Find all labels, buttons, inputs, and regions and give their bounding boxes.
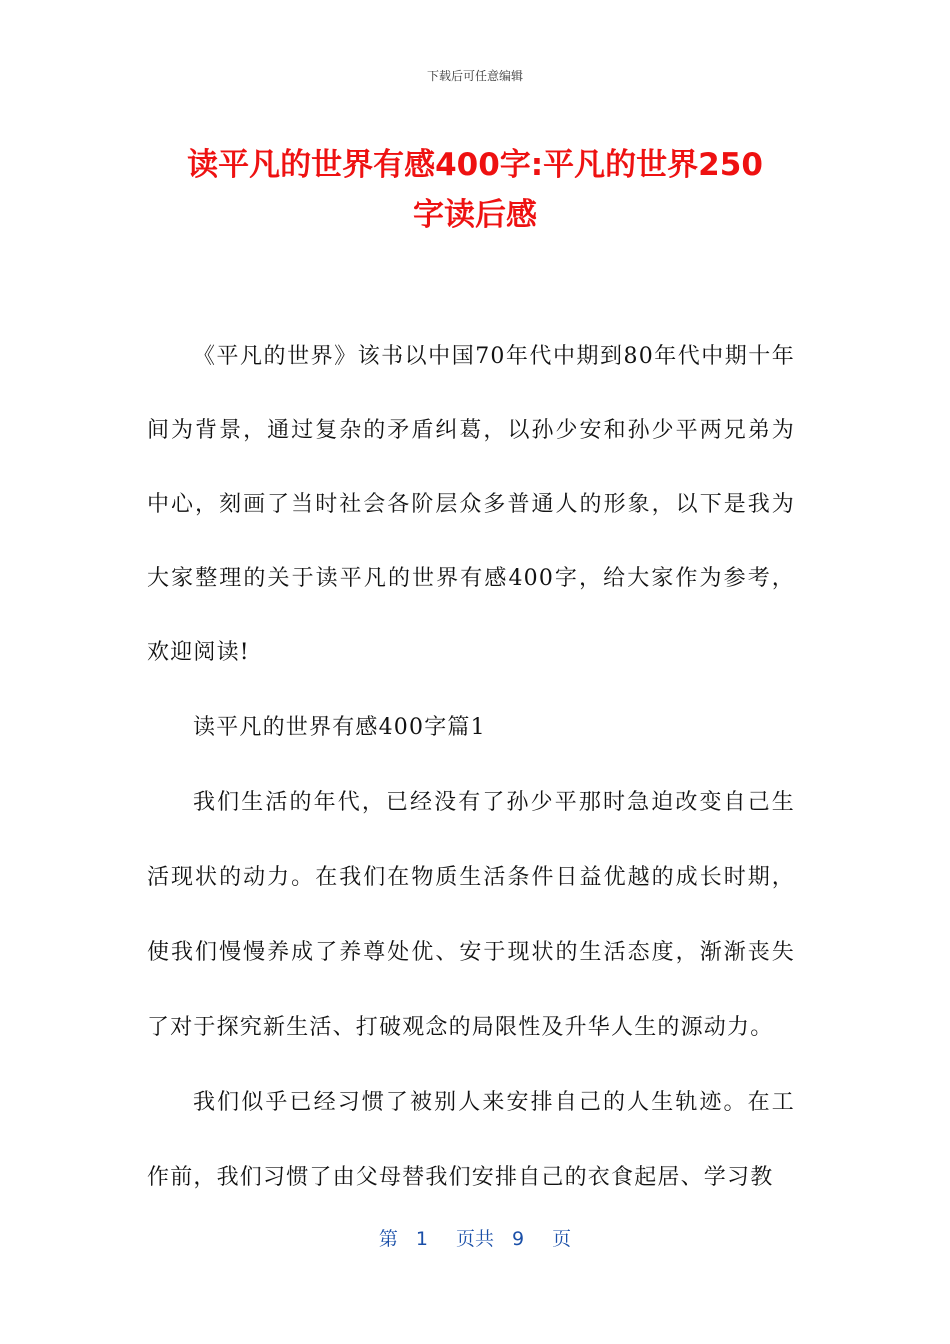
document-title-line-2: 字读后感: [413, 197, 537, 233]
document-title-line-1: 读平凡的世界有感400字:平凡的世界250: [187, 147, 763, 183]
current-page-number: 1: [415, 1228, 428, 1250]
document-body: [147, 320, 795, 1215]
document-title: [120, 140, 830, 240]
page-header-note: 下载后可任意编辑: [426, 69, 523, 83]
total-pages-number: 9: [512, 1228, 525, 1250]
footer-label-middle: 页共: [455, 1228, 494, 1250]
section-heading: 读平凡的世界有感400字篇1: [193, 715, 486, 740]
page-number-footer: [0, 1226, 950, 1252]
footer-label-prefix: 第: [378, 1228, 398, 1250]
body-paragraph: 我们生活的年代，已经没有了孙少平那时急迫改变自己生活现状的动力。在我们在物质生活条件日益优越的成长时期，使我们慢慢养成了养尊处优、安于现状的生活态度，渐渐丧失了对于探究新生活、打破观念的局限性及升华人生的源动力。: [147, 790, 795, 1040]
intro-paragraph: 《平凡的世界》该书以中国70年代中期到80年代中期十年间为背景，通过复杂的矛盾纠葛，以孙少安和孙少平两兄弟为中心，刻画了当时社会各阶层众多普通人的形象，以下是我为大家整理的关于读平凡的世界有感400字，给大家作为参考，欢迎阅读!: [147, 344, 795, 665]
footer-label-suffix: 页: [552, 1228, 572, 1250]
body-paragraph: 我们似乎已经习惯了被别人来安排自己的人生轨迹。在工作前，我们习惯了由父母替我们安排自己的衣食起居、学习教: [147, 1090, 795, 1190]
